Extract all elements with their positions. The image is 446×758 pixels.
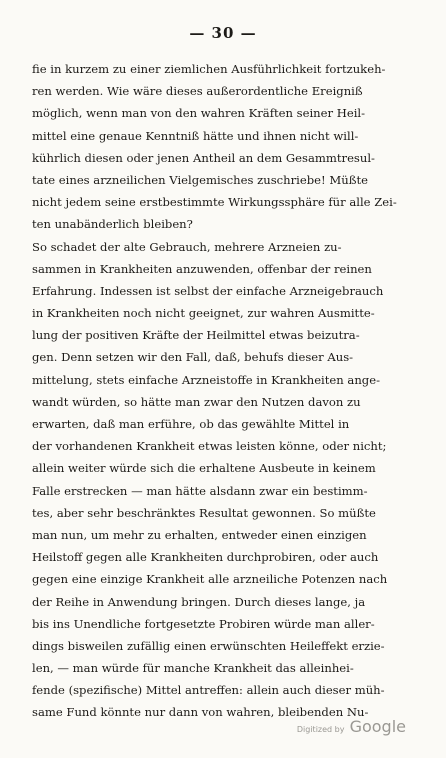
text-line: allein weiter würde sich die erhaltene Ausbeute in keinem	[32, 461, 376, 476]
digitized-watermark	[297, 717, 406, 736]
text-line: So schadet der alte Gebrauch, mehrere Arzneien zu-	[32, 239, 342, 254]
text-line: in Krankheiten noch nicht geeignet, zur wahren Ausmitte-	[32, 306, 375, 321]
text-line: tate eines arzneilichen Vielgemisches zuschriebe! Müßte	[32, 172, 368, 187]
text-line: ten unabänderlich bleiben?	[32, 217, 193, 232]
text-line: fie in kurzem zu einer ziemlichen Ausführlichkeit fortzukeh-	[32, 62, 386, 76]
page-number: — 30 —	[189, 24, 257, 42]
text-line: ren werden. Wie wäre dieses außerordentliche Ereigniß	[32, 84, 363, 99]
text-line: Erfahrung. Indessen ist selbst der einfache Arzneigebrauch	[32, 283, 384, 298]
text-line: len, — man würde für manche Krankheit das alleinhei-	[32, 661, 354, 676]
text-line: bis ins Unendliche fortgesetzte Probiren würde man aller-	[32, 616, 375, 631]
text-line: gen. Denn setzen wir den Fall, daß, behufs dieser Aus-	[32, 350, 354, 365]
text-line: der vorhandenen Krankheit etwas leisten könne, oder nicht;	[32, 439, 387, 454]
body-text	[32, 58, 430, 724]
text-line: sammen in Krankheiten anzuwenden, offenbar der reinen	[32, 261, 372, 276]
text-line: fende (spezifische) Mittel antreffen: allein auch dieser müh-	[32, 683, 385, 698]
text-line: möglich, wenn man von den wahren Kräften seiner Heil-	[32, 106, 366, 121]
text-line: nicht jedem seine erstbestimmte Wirkungssphäre für alle Zei-	[32, 195, 397, 210]
text-line: mittelung, stets einfache Arzneistoffe in Krankheiten ange-	[32, 372, 381, 387]
text-line: lung der positiven Kräfte der Heilmittel etwas beizutra-	[32, 328, 360, 343]
text-line: Falle erstrecken — man hätte alsdann zwar ein bestimm-	[32, 483, 368, 498]
text-line: wandt würden, so hätte man zwar den Nutzen davon zu	[32, 394, 361, 409]
text-line: kührlich diesen oder jenen Antheil an dem Gesammtresul-	[32, 150, 375, 165]
text-line: gegen eine einzige Krankheit alle arzneiliche Potenzen nach	[32, 572, 388, 587]
text-line: mittel eine genaue Kenntniß hätte und ihnen nicht will-	[32, 128, 359, 143]
text-line: man nun, um mehr zu erhalten, entweder einen einzigen	[32, 527, 367, 542]
text-line: der Reihe in Anwendung bringen. Durch dieses lange, ja	[32, 594, 366, 609]
text-line: same Fund könnte nur dann von wahren, bleibenden Nu-	[32, 705, 369, 720]
text-line: dings bisweilen zufällig einen erwünschten Heileffekt erzie-	[32, 638, 385, 653]
text-line: Heilstoff gegen alle Krankheiten durchprobiren, oder auch	[32, 550, 379, 565]
text-line: tes, aber sehr beschränktes Resultat gewonnen. So müßte	[32, 505, 376, 520]
watermark-brand: Google	[349, 717, 406, 736]
watermark-prefix: Digitized by	[296, 725, 345, 734]
text-line: erwarten, daß man erführe, ob das gewählte Mittel in	[32, 417, 350, 431]
